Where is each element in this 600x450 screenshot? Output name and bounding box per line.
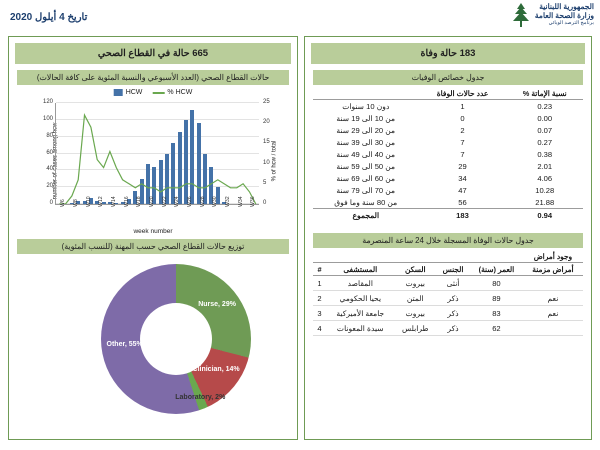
table-row: [313, 148, 583, 160]
hospital-name: المقاصد: [347, 278, 373, 288]
death-count: 47: [458, 185, 467, 195]
table-row: [313, 124, 583, 136]
x-tick: W6: [60, 199, 67, 207]
death-count: 7: [460, 149, 465, 159]
death-count: 29: [458, 161, 467, 171]
age: 83: [492, 308, 501, 318]
residence: طرابلس: [401, 323, 429, 333]
deaths-table-title: جدول خصائص الوفيات: [313, 70, 583, 85]
col-residence: السكن: [395, 263, 437, 276]
x-tick: W30: [212, 196, 219, 207]
col-number: #: [313, 263, 326, 276]
y-tick-left: 20: [46, 183, 53, 190]
col-death-count: عدد حالات الوفاة: [419, 87, 507, 100]
health-sector-panel: [8, 36, 298, 440]
death-count: 34: [458, 173, 467, 183]
x-tick: W12: [98, 196, 105, 207]
y-tick-left: 100: [42, 115, 53, 122]
y-axis-title-left: number of cases among hcw: [52, 122, 59, 200]
hospital-name: سيدة المعونات: [336, 323, 384, 333]
table-row: [313, 136, 583, 148]
col-group-chronic-disease: وجود أمراض: [523, 250, 583, 263]
x-tick: W16: [123, 196, 130, 207]
legend-swatch-line-icon: [152, 92, 164, 94]
y-tick-left: 0: [49, 200, 53, 206]
donut-label-other: Other, 55%: [106, 341, 143, 349]
total-label: المجموع: [313, 209, 419, 222]
line-series-pct-hcw: [56, 103, 259, 204]
sex: ذكر: [447, 293, 459, 303]
y-tick-right: 10: [263, 159, 270, 166]
death-rate: 10.28: [535, 185, 555, 195]
death-count: 7: [460, 137, 465, 147]
donut-label-laboratory: Laboratory, 2%: [175, 394, 226, 402]
chart-legend: [114, 89, 193, 96]
ministry-logo: [511, 2, 594, 28]
sex: ذكر: [447, 323, 459, 333]
plot-area: [55, 103, 259, 205]
deaths-panel: [304, 36, 592, 440]
page-header: [0, 0, 600, 36]
legend-swatch-bar-icon: [114, 89, 123, 96]
report-date: تاريخ 4 أيلول 2020: [10, 12, 88, 23]
death-rate: 2.01: [537, 161, 553, 171]
y-tick-right: 25: [263, 99, 270, 105]
table-row: [313, 184, 583, 196]
sex: ذكر: [447, 308, 459, 318]
recent-deaths-table: [313, 250, 583, 336]
ministry-name-line2: وزارة الصحة العامة: [534, 11, 594, 21]
chronic-disease: نعم: [547, 293, 559, 303]
table-row: [313, 172, 583, 184]
col-age: العمر (سنة): [470, 263, 523, 276]
death-rate: 0.00: [537, 113, 553, 123]
total-count: 183: [419, 209, 507, 222]
age-group-label: دون 10 سنوات: [342, 101, 390, 111]
residence: المتن: [406, 293, 424, 303]
hcw-weekly-combo-chart: [15, 87, 291, 235]
x-tick: W24: [174, 196, 181, 207]
y-axis-title-right: % of hcw / total: [271, 140, 278, 182]
ministry-name-line1: الجمهورية اللبنانية: [539, 2, 594, 12]
residence: بيروت: [405, 308, 425, 318]
x-tick: W28: [199, 196, 206, 207]
donut-label-nurse: Nurse, 29%: [198, 301, 236, 309]
legend-item-pct-hcw: [152, 89, 192, 96]
table-row: [313, 100, 583, 113]
table-row: [313, 291, 583, 306]
x-tick: W34: [237, 196, 244, 207]
col-fatality-rate: نسبة الإماتة %: [506, 87, 583, 100]
age: 89: [492, 293, 501, 303]
age: 62: [492, 323, 501, 333]
table-row: [313, 160, 583, 172]
cedar-tree-icon: [511, 2, 531, 28]
death-count: 1: [460, 101, 465, 111]
y-tick-left: 40: [46, 166, 53, 173]
death-count: 2: [460, 125, 465, 135]
residence: بيروت: [405, 278, 425, 288]
ministry-logo-text: [535, 3, 594, 26]
table-header-row: [313, 87, 583, 100]
table-row: [313, 112, 583, 124]
row-number: 4: [317, 323, 322, 333]
donut-chart-subtitle: توزيع حالات القطاع الصحي حسب المهنة (للنسب المئوية): [17, 239, 289, 254]
x-tick: W20: [148, 196, 155, 207]
ministry-program-line: برنامج الترصد الوبائي: [548, 19, 594, 26]
chronic-disease: نعم: [547, 308, 559, 318]
x-tick: W8: [72, 199, 79, 207]
hospital-name: جامعة الأميركية: [336, 308, 385, 318]
chronic-disease: [523, 321, 583, 336]
table-row: [313, 196, 583, 209]
age: 80: [492, 278, 501, 288]
age-group-label: من 60 الى 69 سنة: [336, 173, 396, 183]
row-number: 2: [317, 293, 322, 303]
y-tick-right: 5: [263, 179, 267, 186]
legend-label-pct-hcw: % HCW: [167, 89, 193, 96]
donut-label-clinician: Clinician, 14%: [192, 366, 240, 374]
death-rate: 0.38: [537, 149, 553, 159]
death-rate: 4.06: [537, 173, 553, 183]
col-age-group: [313, 87, 419, 100]
x-tick: W32: [225, 196, 232, 207]
age-group-label: من 80 سنة وما فوق: [334, 197, 398, 207]
legend-label-hcw: HCW: [125, 89, 143, 96]
donut-center-hole: [140, 303, 212, 375]
y-tick-right: 0: [263, 200, 267, 206]
death-rate: 0.07: [537, 125, 553, 135]
x-tick: W14: [110, 196, 117, 207]
hcw-occupation-donut-chart: [13, 258, 293, 430]
col-chronic: أمراض مزمنة: [523, 263, 583, 276]
total-rate: 0.94: [506, 209, 583, 222]
donut-ring: [101, 264, 251, 414]
hospital-table-title: جدول حالات الوفاة المسجلة خلال 24 ساعة المنصرمة: [313, 233, 583, 248]
sex: أنثى: [446, 278, 460, 288]
deaths-title: 183 حالة وفاة: [311, 43, 585, 64]
age-group-label: من 40 الى 49 سنة: [336, 149, 396, 159]
death-count: 56: [458, 197, 467, 207]
col-hospital: المستشفى: [326, 263, 394, 276]
x-tick: W10: [85, 196, 92, 207]
deaths-characteristics-table: [313, 87, 583, 221]
table-row: [313, 306, 583, 321]
hospital-name: يحيا الحكومي: [339, 293, 382, 303]
legend-item-hcw: [114, 89, 143, 96]
x-axis-title: week number: [133, 228, 173, 235]
x-tick: W22: [161, 196, 168, 207]
row-number: 1: [317, 278, 322, 288]
x-tick: W36: [250, 196, 257, 207]
y-tick-right: 15: [263, 139, 270, 146]
health-sector-title: 665 حالة في القطاع الصحي: [15, 43, 291, 64]
age-group-label: من 70 الى 79 سنة: [336, 185, 396, 195]
x-tick: W18: [136, 196, 143, 207]
y-tick-left: 80: [46, 132, 53, 139]
age-group-label: من 10 الى 19 سنة: [336, 113, 396, 123]
table-group-header-row: [313, 250, 583, 263]
y-tick-right: 20: [263, 119, 270, 126]
row-number: 3: [317, 308, 322, 318]
death-rate: 0.27: [537, 137, 553, 147]
death-count: 0: [460, 113, 465, 123]
y-tick-left: 60: [46, 149, 53, 156]
x-tick: W26: [187, 196, 194, 207]
y-tick-left: 120: [42, 99, 53, 105]
chronic-disease: [523, 276, 583, 291]
table-row: [313, 276, 583, 291]
table-header-row: [313, 263, 583, 276]
weekly-chart-subtitle: حالات القطاع الصحي (العدد الأسبوعي والنسبة المئوية على كافة الحالات): [17, 70, 289, 85]
table-total-row: [313, 209, 583, 222]
table-row: [313, 321, 583, 336]
age-group-label: من 20 الى 29 سنة: [336, 125, 396, 135]
death-rate: 21.88: [535, 197, 555, 207]
age-group-label: من 50 الى 59 سنة: [336, 161, 396, 171]
col-sex: الجنس: [436, 263, 470, 276]
death-rate: 0.23: [537, 101, 553, 111]
age-group-label: من 30 الى 39 سنة: [336, 137, 396, 147]
